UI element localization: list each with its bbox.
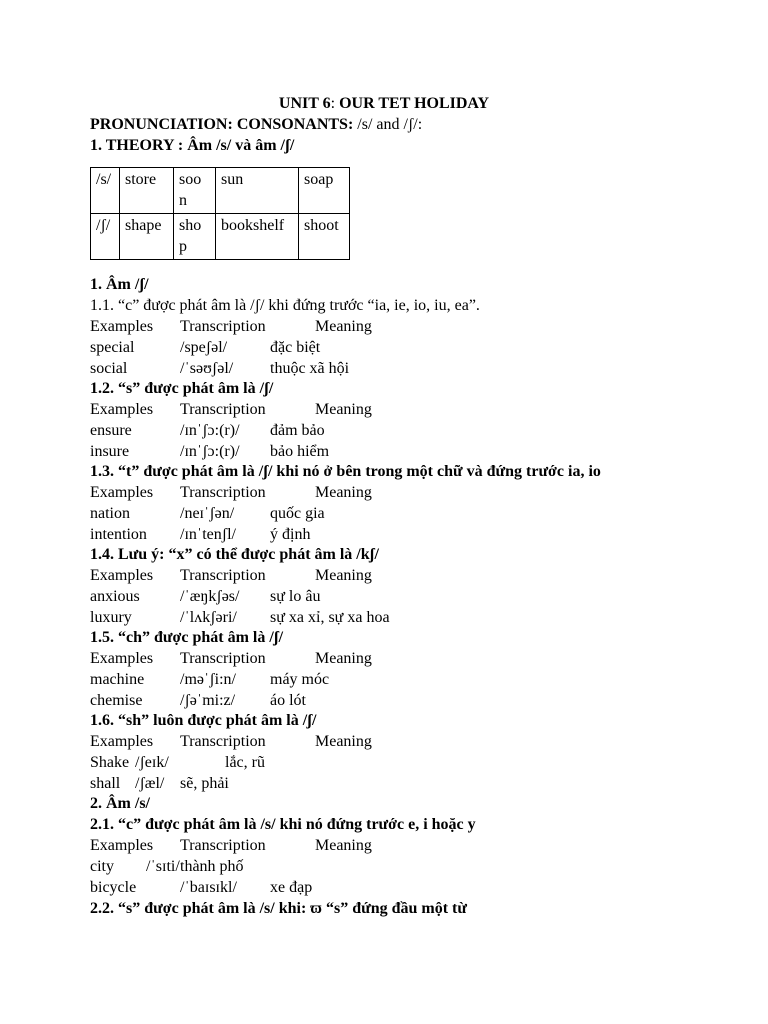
- table-row: [91, 214, 350, 260]
- example-transcription: /ˈsəʊʃəl/: [180, 360, 234, 377]
- transcription-header: Transcription: [180, 401, 266, 418]
- table-cell: sun: [216, 168, 299, 214]
- example-row: [90, 442, 690, 462]
- example-row: [90, 691, 690, 711]
- table-cell: /ʃ/: [91, 214, 120, 260]
- transcription-header: Transcription: [180, 650, 266, 667]
- example-word: luxury: [90, 609, 132, 626]
- example-row: [90, 857, 690, 877]
- example-row: [90, 878, 690, 898]
- page-title: [0, 94, 768, 114]
- example-word: nation: [90, 505, 130, 522]
- section-1-heading: 1. Âm /ʃ/: [90, 276, 149, 293]
- rule-1-3-heading: 1.3. “t” được phát âm là /ʃ/ khi nó ở bên trong một chữ và đứng trước ia, io: [90, 463, 601, 480]
- example-word: city: [90, 858, 114, 875]
- transcription-header: Transcription: [180, 484, 266, 501]
- example-row: [90, 608, 690, 628]
- example-row: [90, 525, 690, 545]
- example-word: insure: [90, 443, 130, 460]
- example-row: [90, 359, 690, 379]
- meaning-header: Meaning: [315, 401, 372, 418]
- pronunciation-sounds: /s/ and /ʃ/:: [353, 116, 423, 133]
- example-word: ensure: [90, 422, 132, 439]
- example-meaning: xe đạp: [270, 879, 313, 896]
- table-cell: soap: [299, 168, 350, 214]
- example-meaning: ý định: [270, 526, 311, 543]
- table-cell: soo n: [174, 168, 216, 214]
- examples-header: Examples: [90, 401, 154, 418]
- example-meaning: máy móc: [270, 671, 330, 688]
- rule-1-5-heading: 1.5. “ch” được phát âm là /ʃ/: [90, 629, 284, 646]
- title-text: OUR TET HOLIDAY: [335, 95, 490, 112]
- example-meaning: thành phố: [180, 858, 244, 875]
- meaning-header: Meaning: [315, 837, 372, 854]
- example-row: [90, 338, 690, 358]
- example-transcription: /ˈbaɪsɪkl/: [180, 879, 237, 896]
- example-word: chemise: [90, 692, 143, 709]
- example-transcription: /ɪnˈtenʃl/: [180, 526, 236, 543]
- examples-header-row: [90, 400, 690, 420]
- table-cell: /s/: [91, 168, 120, 214]
- transcription-header: Transcription: [180, 567, 266, 584]
- example-word: anxious: [90, 588, 140, 605]
- example-meaning: quốc gia: [270, 505, 325, 522]
- pronunciation-heading: [90, 115, 422, 135]
- example-row: [90, 421, 690, 441]
- example-meaning: bảo hiểm: [270, 443, 330, 460]
- rule-2-1-heading: 2.1. “c” được phát âm là /s/ khi nó đứng trước e, i hoặc y: [90, 816, 476, 833]
- meaning-header: Meaning: [315, 567, 372, 584]
- examples-header-row: [90, 566, 690, 586]
- transcription-header: Transcription: [180, 733, 266, 750]
- example-meaning: lắc, rũ: [225, 754, 265, 771]
- rule-1-6-heading: 1.6. “sh” luôn được phát âm là /ʃ/: [90, 712, 317, 729]
- title-colon: :: [330, 95, 336, 112]
- example-row: [90, 670, 690, 690]
- example-row: [90, 504, 690, 524]
- example-transcription: /ʃeɪk/: [135, 754, 169, 771]
- example-transcription: /ɪnˈʃɔ:(r)/: [180, 422, 240, 439]
- example-transcription: /məˈʃi:n/: [180, 671, 236, 688]
- examples-header: Examples: [90, 650, 154, 667]
- example-row: [90, 774, 690, 794]
- table-cell: store: [120, 168, 174, 214]
- example-transcription: /speʃəl/: [180, 339, 228, 356]
- table-cell: shoot: [299, 214, 350, 260]
- theory-table: [90, 167, 350, 260]
- example-transcription: /ʃəˈmi:z/: [180, 692, 236, 709]
- meaning-header: Meaning: [315, 733, 372, 750]
- rule-2-2-heading: 2.2. “s” được phát âm là /s/ khi: ϖ “s” đứng đầu một từ: [90, 900, 467, 917]
- example-word: machine: [90, 671, 145, 688]
- examples-header: Examples: [90, 567, 154, 584]
- example-meaning: thuộc xã hội: [270, 360, 350, 377]
- example-word: special: [90, 339, 135, 356]
- examples-header: Examples: [90, 484, 154, 501]
- examples-header-row: [90, 732, 690, 752]
- example-meaning: sự xa xỉ, sự xa hoa: [270, 609, 390, 626]
- example-meaning: áo lót: [270, 692, 306, 709]
- examples-header-row: [90, 317, 690, 337]
- example-meaning: sự lo âu: [270, 588, 321, 605]
- example-transcription: /ɪnˈʃɔ:(r)/: [180, 443, 240, 460]
- example-transcription: /ˈæŋkʃəs/: [180, 588, 240, 605]
- example-word: Shake: [90, 754, 130, 771]
- section-2-heading: 2. Âm /s/: [90, 795, 150, 812]
- transcription-header: Transcription: [180, 837, 266, 854]
- example-transcription: /neɪˈʃən/: [180, 505, 235, 522]
- example-word: shall: [90, 775, 121, 792]
- example-word: bicycle: [90, 879, 137, 896]
- rule-1-2-heading: 1.2. “s” được phát âm là /ʃ/: [90, 380, 274, 397]
- example-transcription: /ˈsɪti/: [146, 858, 180, 875]
- table-cell: shape: [120, 214, 174, 260]
- example-transcription: /ʃæl/: [135, 775, 165, 792]
- examples-header: Examples: [90, 837, 154, 854]
- table-cell: sho p: [174, 214, 216, 260]
- table-row: [91, 168, 350, 214]
- examples-header: Examples: [90, 733, 154, 750]
- meaning-header: Meaning: [315, 318, 372, 335]
- example-row: [90, 753, 690, 773]
- example-transcription: /ˈlʌkʃəri/: [180, 609, 237, 626]
- table-cell: bookshelf: [216, 214, 299, 260]
- title-unit: UNIT 6: [278, 95, 331, 112]
- transcription-header: Transcription: [180, 318, 266, 335]
- example-meaning: đảm bảo: [270, 422, 325, 439]
- example-row: [90, 587, 690, 607]
- examples-header-row: [90, 649, 690, 669]
- example-word: social: [90, 360, 128, 377]
- pronunciation-label: PRONUNCIATION: CONSONANTS:: [90, 116, 354, 133]
- theory-heading: 1. THEORY : Âm /s/ và âm /ʃ/: [90, 137, 295, 154]
- rule-1-4-heading: 1.4. Lưu ý: “x” có thể được phát âm là /kʃ/: [90, 546, 379, 563]
- example-meaning: đặc biệt: [270, 339, 321, 356]
- example-meaning: sẽ, phải: [180, 775, 229, 792]
- examples-header-row: [90, 483, 690, 503]
- rule-1-1-heading: 1.1. “c” được phát âm là /ʃ/ khi đứng trước “ia, ie, io, iu, ea”.: [90, 297, 480, 314]
- examples-header: Examples: [90, 318, 154, 335]
- example-word: intention: [90, 526, 147, 543]
- meaning-header: Meaning: [315, 484, 372, 501]
- examples-header-row: [90, 836, 690, 856]
- meaning-header: Meaning: [315, 650, 372, 667]
